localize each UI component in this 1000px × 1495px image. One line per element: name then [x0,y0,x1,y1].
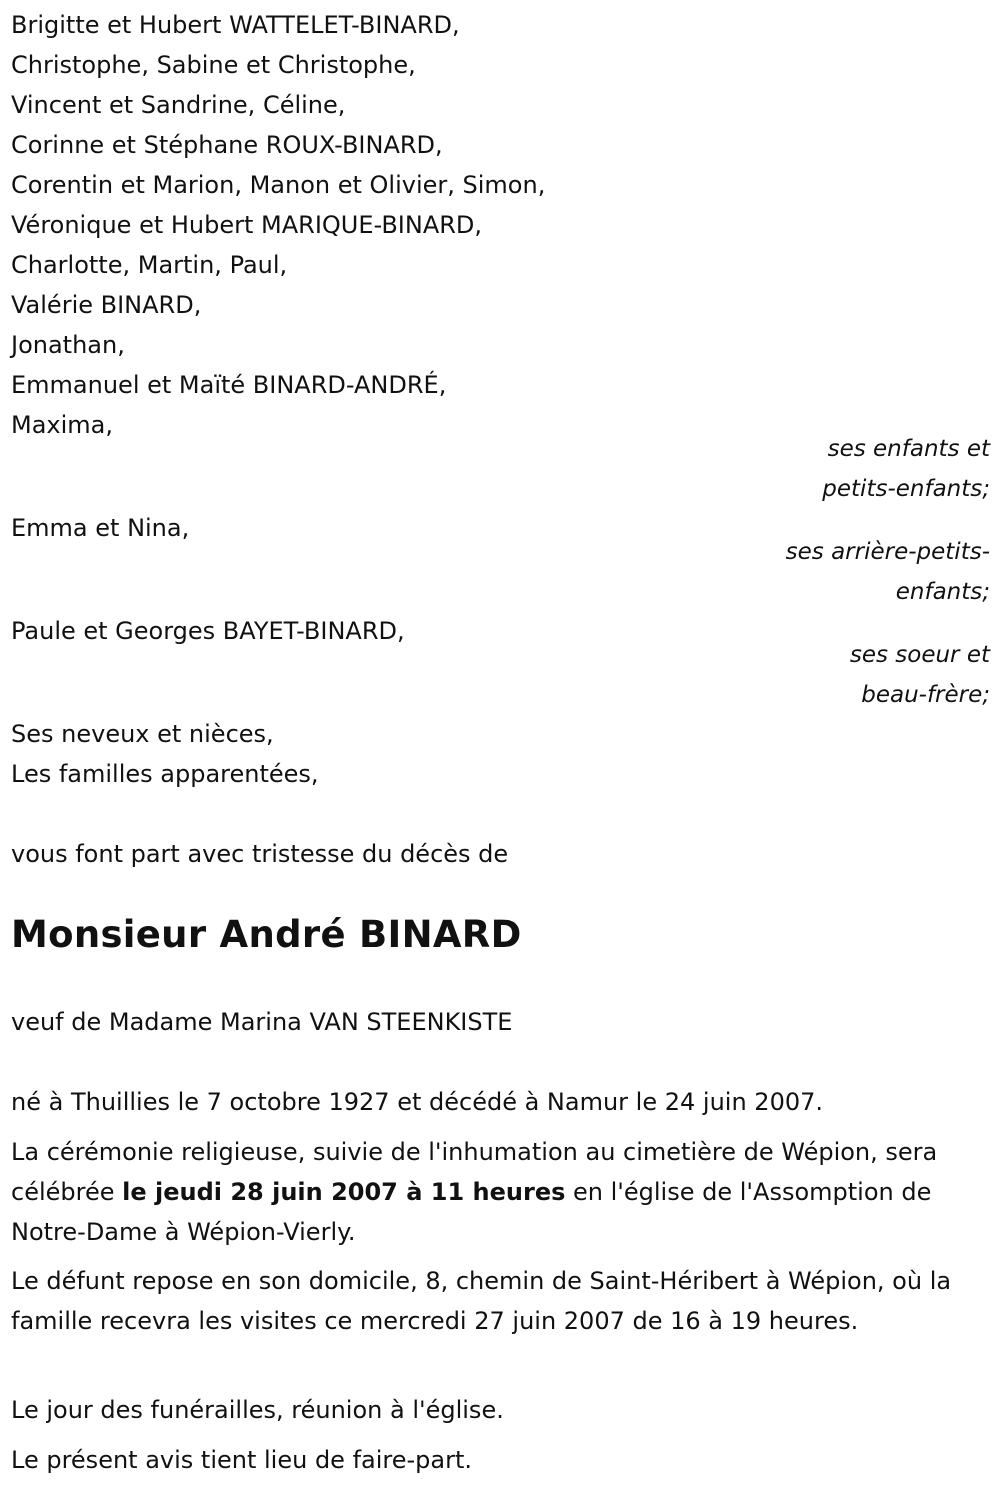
relation-label: enfants; [895,579,990,605]
family-line: Corentin et Marion, Manon et Olivier, Simon, [11,171,546,199]
family-line: Ses neveux et nièces, [11,720,274,748]
relation-label: ses arrière-petits- [785,539,990,565]
ceremony-text-before: La cérémonie religieuse, suivie de l'inhumation au cimetière de Wépion, sera célébrée [11,1138,938,1206]
notice-line: Le présent avis tient lieu de faire-part. [11,1446,473,1474]
family-line: Valérie BINARD, [11,291,202,319]
birth-death-line: né à Thuillies le 7 octobre 1927 et décédé à Namur le 24 juin 2007. [11,1088,824,1116]
deceased-name: Monsieur André BINARD [11,913,522,956]
family-line: Emma et Nina, [11,514,190,542]
family-line: Maxima, [11,411,113,439]
family-line: Les familles apparentées, [11,760,319,788]
family-line: Emmanuel et Maïté BINARD-ANDRÉ, [11,371,447,399]
family-line: Brigitte et Hubert WATTELET-BINARD, [11,11,460,39]
family-line: Véronique et Hubert MARIQUE-BINARD, [11,211,483,239]
announcement-text: vous font part avec tristesse du décès de [11,840,509,868]
relation-label: ses soeur et [849,642,990,668]
widower-line: veuf de Madame Marina VAN STEENKISTE [11,1008,513,1036]
funeral-meeting-line: Le jour des funérailles, réunion à l'église. [11,1396,504,1424]
family-line: Corinne et Stéphane ROUX-BINARD, [11,131,443,159]
visitation-paragraph: Le défunt repose en son domicile, 8, chemin de Saint-Héribert à Wépion, où la famille recevra les visites ce mercredi 27 juin 2007 de 16 à 19 heures. [11,1267,952,1335]
family-line: Christophe, Sabine et Christophe, [11,51,416,79]
ceremony-date-bold: le jeudi 28 juin 2007 à 11 heures [122,1178,566,1206]
relation-label: beau-frère; [861,682,990,708]
family-line: Jonathan, [11,331,125,359]
family-line: Paule et Georges BAYET-BINARD, [11,617,405,645]
relation-label: petits-enfants; [822,476,990,502]
family-line: Charlotte, Martin, Paul, [11,251,288,279]
ceremony-text-after: en l'église de l'Assomption de Notre-Dame à Wépion-Vierly. [11,1178,932,1246]
ceremony-paragraph [11,1132,996,1252]
family-line: Vincent et Sandrine, Céline, [11,91,346,119]
relation-label: ses enfants et [827,436,990,462]
